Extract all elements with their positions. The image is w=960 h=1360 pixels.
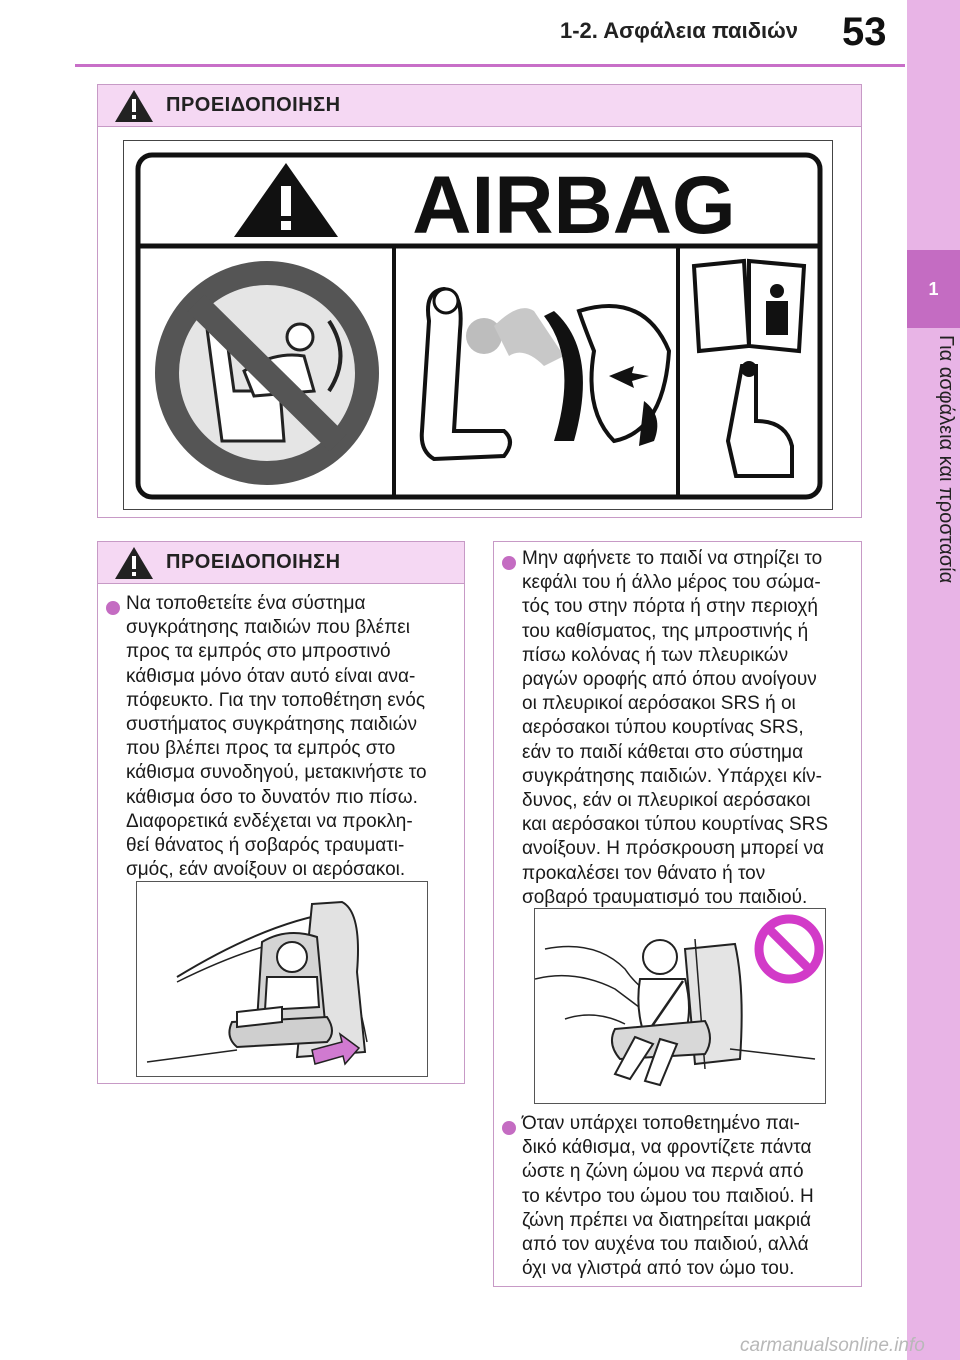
text-line: προς τα εμπρός στο μπροστινό [126,641,391,663]
forward-facing-seat-illustration [136,881,428,1077]
text-line: πίσω κολόνας ή των πλευρικών [522,644,789,666]
chapter-number: 1 [928,278,939,299]
text-line: κάθισμα όσο το δυνατόν πιο πίσω. [126,786,418,808]
bullet-item [106,592,456,882]
text-line: Να τοποθετείτε ένα σύστημα [126,593,366,614]
warning-triangle-icon [114,89,154,123]
text-line: οι πλευρικοί αερόσακοι SRS ή οι [522,693,796,715]
text-line: ζώνη πρέπει να διατηρείται μακριά [522,1209,812,1231]
text-line: Όταν υπάρχει τοποθετημένο παι- [522,1113,800,1134]
text-line: εάν το παιδί κάθεται στο σύστημα [522,741,804,763]
label-airbag-text: AIRBAG [412,160,736,251]
text-line: τός του στην πόρτα ή στην περιοχή [522,596,818,618]
text-line: συγκράτησης παιδιών που βλέπει [126,617,410,639]
child-seat-figure [137,882,427,1076]
text-line: που βλέπει προς τα εμπρός στο [126,738,396,760]
bullet-item [502,1112,854,1281]
bullet-text [522,1112,814,1281]
bullet-text [522,547,828,910]
bullet-dot [502,1121,516,1135]
text-line: δικό κάθισμα, να φροντίζετε πάντα [522,1137,812,1159]
text-line: ραγών οροφής από όπου ανοίγουν [522,669,817,691]
warning-header [98,542,464,584]
bullet-text [126,592,427,882]
text-line: κάθισμα συνοδηγού, μετακινήστε το [126,762,427,784]
text-line: σοβαρό τραυματισμό του παιδιού. [522,886,808,908]
warning-panel-right [493,541,862,1287]
text-line: ώστε η ζώνη ώμου να περνά από [522,1161,804,1183]
text-line: προκαλέσει τον θάνατο ή τον [522,862,766,884]
warning-title: ΠΡΟΕΙΔΟΠΟΙΗΣΗ [166,94,341,116]
text-line: και αερόσακοι τύπου κουρτίνας SRS [522,814,829,836]
text-line: ανοίξουν. Η πρόσκρουση μπορεί να [522,838,824,860]
booster-seat-figure [535,909,825,1103]
text-line: συγκράτησης παιδιών. Υπάρχει κίν- [522,765,822,787]
text-line: πόφευκτο. Για την τοποθέτηση ενός [126,689,426,711]
text-line: σμός, εάν ανοίξουν οι αερόσακοι. [126,859,406,881]
text-line: από τον αυχένα του παιδιού, αλλά [522,1234,809,1256]
airbag-label-figure [123,140,833,510]
warning-triangle-icon [114,546,154,580]
page-number: 53 [842,10,887,54]
side-tab-top [907,0,960,250]
text-line: κάθισμα μόνο όταν αυτό είναι ανα- [126,665,416,687]
text-line: συστήματος συγκράτησης παιδιών [126,714,417,736]
text-line: το κέντρο του ώμου του παιδιού. Η [522,1185,814,1207]
text-line: Διαφορετικά ενδέχεται να προκλη- [126,810,413,832]
bullet-dot [502,556,516,570]
warning-panel-left [97,541,465,1084]
child-booster-illustration [534,908,826,1104]
no-rear-facing-seat-icon [167,273,367,473]
bullet-item [502,547,854,910]
text-line: δυνος, εάν οι πλευρικοί αερόσακοι [522,790,811,812]
warning-title: ΠΡΟΕΙΔΟΠΟΙΗΣΗ [166,551,341,573]
text-line: κεφάλι του ή άλλο μέρος του σώμα- [522,572,821,594]
text-line: του καθίσματος, της μπροστινής ή [522,620,809,642]
text-line: όχι να γλιστρά από τον ώμο του. [522,1258,795,1280]
section-title: 1-2. Ασφάλεια παιδιών [560,18,798,43]
watermark: carmanualsonline.info [740,1335,925,1356]
bullet-dot [106,601,120,615]
header-rule [75,64,905,67]
chapter-tab[interactable] [907,250,960,328]
chapter-title: Για ασφάλεια και προστασία [935,335,957,584]
text-line: Μην αφήνετε το παιδί να στηρίζει το [522,548,823,569]
text-line: θεί θάνατος ή σοβαρός τραυματι- [126,835,405,857]
airbag-warning-label [124,141,832,509]
warning-header [98,85,861,127]
prohibition-icon [759,919,819,979]
text-line: αερόσακοι τύπου κουρτίνας SRS, [522,717,804,739]
warning-panel-top [97,84,862,518]
